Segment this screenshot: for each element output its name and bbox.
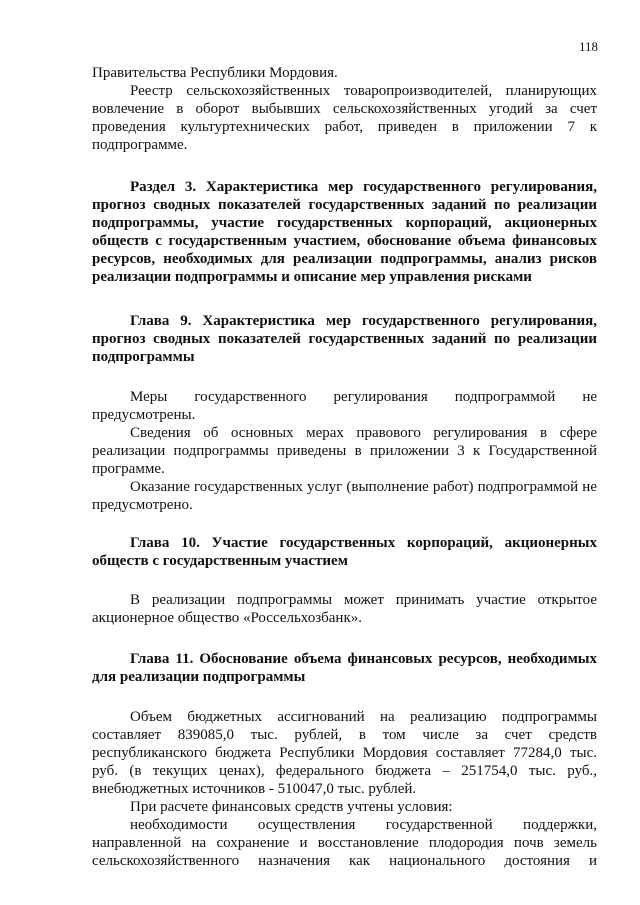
chapter-11-paragraph-1: Объем бюджетных ассигнований на реализацию подпрограммы составляет 839085,0 тыс. рублей, в том числе за счет средств республиканского бюджета Республики Мордовия составляет 77284,0 тыс. руб. (в текущих ценах), федерального бюджета – 251754,0 тыс. руб., внебюджетных источников - 510047,0 тыс. рублей. (92, 709, 597, 797)
chapter-10-body (92, 591, 597, 627)
chapter-10 (92, 534, 597, 570)
chapter-9 (92, 312, 597, 366)
chapter-11-paragraph-2: При расчете финансовых средств учтены условия: (130, 799, 453, 815)
page-number: 118 (578, 39, 598, 54)
chapter-9-paragraph-2: Сведения об основных мерах правового регулирования в сфере реализации подпрограммы приведены в приложении 3 к Государственной программе. (92, 425, 597, 477)
section-3 (92, 178, 597, 286)
chapter-11-paragraph-3: необходимости осуществления государственной поддержки, направленной на сохранение и восстановление плодородия почв земель сельскохозяйственного назначения как национального достояния и (92, 817, 597, 869)
intro-block (92, 64, 597, 154)
chapter-11-body (92, 708, 597, 870)
chapter-9-paragraph-3: Оказание государственных услуг (выполнение работ) подпрограммой не предусмотрено. (92, 479, 597, 513)
chapter-9-heading: Глава 9. Характеристика мер государственного регулирования, прогноз сводных показателей государственных заданий по реализации подпрограммы (92, 313, 597, 365)
section-3-heading: Раздел 3. Характеристика мер государственного регулирования, прогноз сводных показателей государственных заданий по реализации подпрограммы, участие государственных корпораций, акционерных обществ с государственным участием, обоснование объема финансовых ресурсов, необходимых для реализации подпрограммы, анализ рисков реализации подпрограммы и описание мер управления рисками (92, 179, 597, 285)
registry-paragraph: Реестр сельскохозяйственных товаропроизводителей, планирующих вовлечение в оборот выбывших сельскохозяйственных угодий за счет проведения культуртехнических работ, приведен в приложении 7 к подпрограмме. (92, 83, 597, 153)
chapter-11-heading: Глава 11. Обоснование объема финансовых ресурсов, необходимых для реализации подпрограммы (92, 651, 597, 685)
chapter-9-body (92, 388, 597, 514)
chapter-10-paragraph: В реализации подпрограммы может принимать участие открытое акционерное общество «Россельхозбанк». (92, 592, 597, 626)
chapter-9-paragraph-1: Меры государственного регулирования подпрограммой не предусмотрены. (92, 389, 597, 423)
chapter-11 (92, 650, 597, 686)
chapter-10-heading: Глава 10. Участие государственных корпораций, акционерных обществ с государственным участием (92, 535, 597, 569)
intro-line: Правительства Республики Мордовия. (92, 65, 338, 81)
